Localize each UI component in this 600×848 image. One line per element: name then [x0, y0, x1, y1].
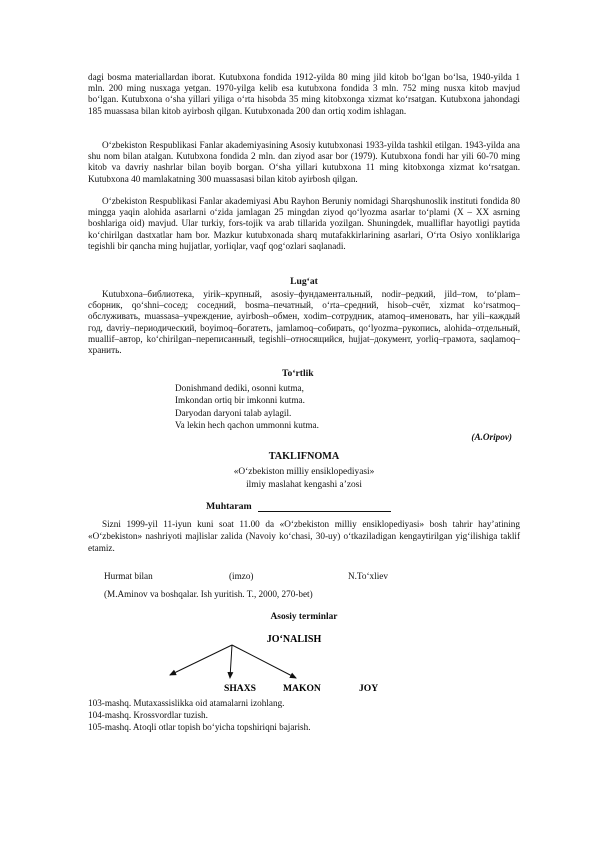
exercise-list: [88, 697, 311, 733]
diagram-node-makon: MAKON: [283, 683, 321, 694]
verse-line: Donishmand dediki, osonni kutma,: [175, 383, 304, 393]
verse-author: (A.Oripov): [471, 432, 512, 442]
arrow-to-shaxs: [230, 645, 232, 678]
diagram-node-joy: JOY: [359, 683, 379, 694]
verse-line: Daryodan daryoni talab aylagil.: [175, 407, 292, 418]
muhtaram-label: Muhtaram: [206, 501, 252, 512]
tortlik-heading: To‘rtlik: [282, 368, 314, 379]
exercise-item: 103-mashq. Mutaxassislikka oid atamalarni izohlang.: [88, 698, 285, 708]
lugat-heading: Lug‘at: [290, 276, 318, 287]
invitation-body: Sizni 1999-yil 11-iyun kuni soat 11.00 da «O‘zbekiston milliy ensiklopediyasi» bosh tahrir hay’atining «O‘zbekiston» nashriyoti majlislar zalida (Navoiy ko‘chasi, 30-uy) o‘tkaziladigan kengaytirilgan yig‘ilishiga taklif etamiz.: [88, 519, 520, 553]
arrow-to-makon: [232, 645, 296, 678]
lugat-glossary: Kutubxona–библиотека, yirik–крупный, asosiy–фундаментальный, nodir–редкий, jild–том, to‘plam–сборник, qo‘shni–сосед; соседний, bosma–печатный, o‘rta–средний, hisob–счёт, xizmat ko‘rsatmoq–обслуживать, muassasa–учреждение, ayirbosh–обмен, xodim–сотрудник, atamoq–именовать, har yili–каждый год, davriy–периодический, boyimoq–богатеть, jamlamoq–собирать, qo‘lyozma–рукопись, alohida–отдельный, muallif–автор, ko‘chirilgan–переписанный, tegishli–относящийся, hujjat–документ, yorliq–грамота, saqlamoq–хранить.: [88, 289, 520, 356]
verse-line: Imkondan ortiq bir imkonni kutma.: [175, 395, 305, 406]
taklifnoma-org: «O‘zbekiston milliy ensiklopediyasi»: [233, 467, 375, 477]
closing-regards: Hurmat bilan: [104, 571, 153, 581]
taklifnoma-heading: TAKLIFNOMA: [268, 451, 340, 462]
signature-placeholder: (imzo): [229, 571, 254, 581]
taklifnoma-recipient-role: ilmiy maslahat kengashi a’zosi: [246, 480, 362, 490]
diagram-root-node: JO‘NALISH: [266, 634, 322, 645]
paragraph-academy-library: O‘zbekiston Respublikasi Fanlar akademiyasining Asosiy kutubxonasi 1933-yilda tashkil etilgan. 1943-yilda ana shu nom bilan atalgan. Kutubxona fondida 2 mln. dan ziyod asar bor (1979). Kutubxona fondi har yili 60-70 ming kitob va davriy nashrlar bilan boyib borgan. O‘sha yillari kutubxona 11 ming kitobxonga xizmat ko‘rsatgan. Kutubxona 40 mamlakatning 300 muassasasi bilan kitob ayirbosh qilgan.: [88, 140, 520, 184]
paragraph-library-fund: dagi bosma materiallardan iborat. Kutubxona fondida 1912-yilda 80 ming jild kitob bo‘lgan bo‘lsa, 1940-yilda 1 mln. 200 ming nusxaga yetgan. 1970-yilga kelib esa kutubxona fondida 3 mln. 752 ming nusxa kitob mavjud bo‘lgan. Kutubxona o‘sha yillari yiliga o‘rta hisobda 35 ming kitobxonga xizmat ko‘rsatgan. Kutubxona jahondagi 185 muassasa bilan kitob ayirbosh qilgan. Kutubxonada 200 dan ortiq xodim ishlagan.: [88, 72, 520, 116]
paragraph-oriental-institute: O‘zbekiston Respublikasi Fanlar akademiyasi Abu Rayhon Beruniy nomidagi Sharqshunoslik instituti fondida 80 mingga yaqin alohida asarlarni o‘zida jamlagan 25 mingdan ziyod qo‘lyozma asarlar to‘plami (X – XX asrning boshlariga oid) mavjud. Ular turkiy, fors-tojik va arab tillarida yozilgan. Shuningdek, mualliflar hayotligi paytida ko‘chirilgan dastxatlar ham bor. Mazkur kutubxonada sharq mutafakkirlarining asarlari, O‘rta Osiyo xonliklariga tegishli bir qancha ming hujjatlar, yorliqlar, vaqf qog‘ozlari saqlanadi.: [88, 196, 520, 251]
verse-line: Va lekin hech qachon ummonni kutma.: [175, 420, 319, 431]
exercise-item: 105-mashq. Atoqli otlar topish bo‘yicha topshiriqni bajarish.: [88, 722, 311, 732]
diagram-node-shaxs: SHAXS: [224, 683, 256, 694]
exercise-item: 104-mashq. Krossvordlar tuzish.: [88, 710, 208, 720]
arrow-to-left: [170, 645, 232, 675]
signatory-name: N.To‘xliev: [348, 571, 388, 581]
terminlar-heading: Asosiy terminlar: [270, 612, 338, 622]
source-citation: (M.Aminov va boshqalar. Ish yuritish. T., 2000, 270-bet): [104, 589, 313, 599]
